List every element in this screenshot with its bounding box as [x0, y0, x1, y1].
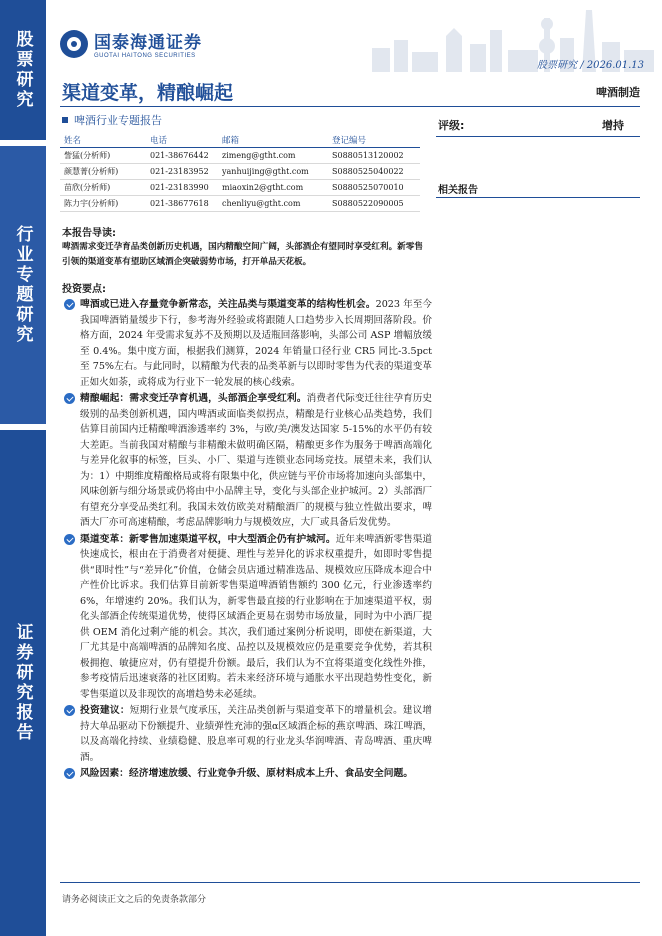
analyst-email[interactable]: zimeng@gtht.com [222, 151, 296, 160]
logo-english-name: GUOTAI HAITONG SECURITIES [94, 53, 196, 59]
page-header [46, 0, 662, 72]
key-point-text [80, 703, 432, 765]
report-subtitle [62, 112, 162, 128]
sidebar-block-industry-research [0, 146, 46, 424]
report-subtitle-text: 啤酒行业专题报告 [74, 114, 162, 127]
sidebar-label-securities-report: 证券研究报告 [12, 623, 33, 743]
analyst-table-header [60, 132, 420, 148]
analyst-email[interactable]: chenliyu@gtht.com [222, 199, 301, 208]
rating-divider [436, 136, 640, 137]
key-point-body: 短期行业景气度承压，关注品类创新与渠道变革下的增量机会。建议增持大单品驱动下份额提升、业绩弹性充沛的强α区域酒企标的燕京啤酒、珠江啤酒，以及高端化持续、业绩稳健、股息率可观的行业龙头华润啤酒、青岛啤酒、重庆啤酒。 [80, 705, 433, 763]
key-point [62, 703, 432, 765]
guide-body: 啤酒需求变迁孕育品类创新历史机遇，国内精酿空间广阔，头部酒企有望同时享受红利。新零售引领的渠道变革有望助区域酒企突破弱势市场，打开单品天花板。 [62, 242, 423, 267]
square-bullet-icon [62, 117, 68, 123]
analyst-reg-no: S0880513120002 [332, 151, 404, 160]
company-logo [60, 28, 202, 59]
key-point-lead: 渠道变革：新零售加速渠道平权，中大型酒企仍有护城河。 [80, 533, 336, 545]
analyst-row [60, 148, 420, 164]
key-point-body: 消费者代际变迁往往孕育历史级别的品类创新机遇，国内啤酒或面临类似拐点，精酿是行业核心品类趋势，我们估算目前国内迁精酿啤酒渗透率约 3%，与欧/美/澳发达国家 5-15%的水平仍有较大差距。当前我国对精酿与非精酿未做明确区隔，精酿更多作为服务于啤酒高端化与差异化叙事的标签，巨头、小厂、渠道与连锁业态同场竞技。展望未来，我们认为：1）中期维度精酿格局或将有限集中化，供应链与平价市场将加速向头部集中，风味创新与细分场景或仍将由中小品牌主导，变化与头部企业护城河。2）头部酒厂有望充分享受品类红利。我国未效仿欧美对精酿酒厂的规模与独立性做出要求，啤酒大厂亦可高速精酿，考虑品牌影响力与规模效应，大厂或具备后发优势。 [80, 393, 433, 528]
analyst-phone: 021-38677618 [150, 199, 209, 208]
check-circle-icon [62, 299, 80, 311]
title-divider [60, 106, 640, 107]
analyst-reg-no: S0880522090005 [332, 199, 404, 208]
related-reports-label: 相关报告 [438, 185, 478, 196]
header-phone: 电话 [150, 135, 168, 146]
key-point-body: 2023 年至今我国啤酒销量缓步下行，参考海外经验或将跟随人口趋势步入长周期回落阶段。价格方面，2024 年受需求复苏不及预期以及适瓶回落影响，头部公司 ASP 增幅放缓至 0.4%。集中度方面，根据我们测算，2024 年销量口径行业 CR5 同比-3.5pct 至 75%左右。与此同时，以精酿为代表的品类革新与以即时零售为代表的渠道变革正如火如荼，或将成为行业下一轮发展的核心线索。 [80, 299, 433, 388]
report-title: 渠道变革，精酿崛起 [62, 82, 234, 104]
industry-name: 啤酒制造 [596, 86, 640, 99]
guide-title: 本报告导读: [62, 228, 116, 239]
analyst-name: 颜慧菁(分析师) [64, 167, 119, 176]
header-reg-no: 登记编号 [332, 135, 367, 146]
key-point-text [80, 391, 432, 531]
rating-label: 评级: [438, 119, 465, 132]
header-email: 邮箱 [222, 135, 240, 146]
sidebar-block-stock-research [0, 0, 46, 140]
analyst-phone: 021-38676442 [150, 151, 209, 160]
key-point [62, 766, 432, 782]
sidebar-label-stock-research: 股票研究 [12, 30, 33, 110]
logo-chinese-name: 国泰海通证券 [94, 33, 202, 53]
key-points-list [62, 297, 432, 783]
related-divider [436, 197, 640, 198]
rating-value: 增持 [602, 119, 624, 132]
key-point-lead: 精酿崛起：需求变迁孕育机遇，头部酒企享受红利。 [80, 393, 307, 404]
header-meta: 股票研究 / 2026.01.13 [537, 60, 644, 71]
analyst-name: 訾猛(分析师) [64, 151, 111, 160]
key-point-body: 近年来啤酒新零售渠道快速成长，根由在于消费者对便捷、理性与差异化的诉求权重提升，如即时零售提供“即时性”与“差异化”价值，仓储会员店通过精准选品、规模效应压降成本迎合中产性价比诉求。我们估算目前新零售渠道啤酒销售额约 300 亿元，行业渗透率约 6%，年增速约 20%。我们认为，新零售最直接的行业影响在于加速渠道平权，弱化头部酒企传统渠道优势，使得区域酒企更易在弱势市场放量，同时为中小酒厂提供 OEM 消化过剩产能的机会。其次，我们通过案例分析说明，即使在新渠道，大厂尤其是中高端啤酒的品牌知名度、品控以及规模效应仍是重要竞争优势，若其积极拥抱、敏捷应对，仍有望提升份额。最后，我们认为不宜将渠道变化线性外推，参考疫情后迅速衰落的社区团购。若未来经济环境与通胀水平出现趋势性变化，新零售渠道以及非现饮的高增趋势未必延续。 [80, 533, 433, 700]
analyst-table [60, 132, 420, 212]
analyst-name: 苗欣(分析师) [64, 183, 111, 192]
check-circle-icon [62, 705, 80, 717]
check-circle-icon [62, 768, 80, 780]
analyst-email[interactable]: yanhuijing@gtht.com [222, 167, 309, 176]
key-point-text [80, 532, 432, 703]
analyst-reg-no: S0880525040022 [332, 167, 404, 176]
left-sidebar [0, 0, 46, 936]
analyst-name: 陈力宇(分析师) [64, 199, 119, 208]
analyst-row [60, 164, 420, 180]
key-point-text [80, 297, 432, 390]
analyst-email[interactable]: miaoxin2@gtht.com [222, 183, 304, 192]
footer-disclaimer: 请务必阅读正文之后的免责条款部分 [62, 895, 207, 905]
sidebar-block-securities-report [0, 430, 46, 936]
key-point [62, 297, 432, 390]
key-point-lead: 风险因素：经济增速放缓、行业竞争升级、原材料成本上升、食品安全问题。 [80, 768, 414, 779]
analyst-phone: 021-23183952 [150, 167, 209, 176]
key-points-title: 投资要点: [62, 284, 106, 295]
logo-mark-icon [60, 30, 88, 58]
analyst-phone: 021-23183990 [150, 183, 209, 192]
key-point-lead: 投资建议： [80, 705, 130, 716]
key-point [62, 391, 432, 531]
key-point-lead: 啤酒或已进入存量竞争新常态，关注品类与渠道变革的结构性机会。 [80, 299, 376, 310]
check-circle-icon [62, 393, 80, 405]
analyst-row [60, 196, 420, 212]
sidebar-label-industry-research: 行业专题研究 [12, 225, 33, 345]
analyst-reg-no: S0880525070010 [332, 183, 404, 192]
key-point [62, 532, 432, 703]
footer-divider [60, 882, 640, 883]
key-point-text [80, 766, 432, 782]
analyst-row [60, 180, 420, 196]
check-circle-icon [62, 534, 80, 546]
header-name: 姓名 [64, 135, 82, 146]
